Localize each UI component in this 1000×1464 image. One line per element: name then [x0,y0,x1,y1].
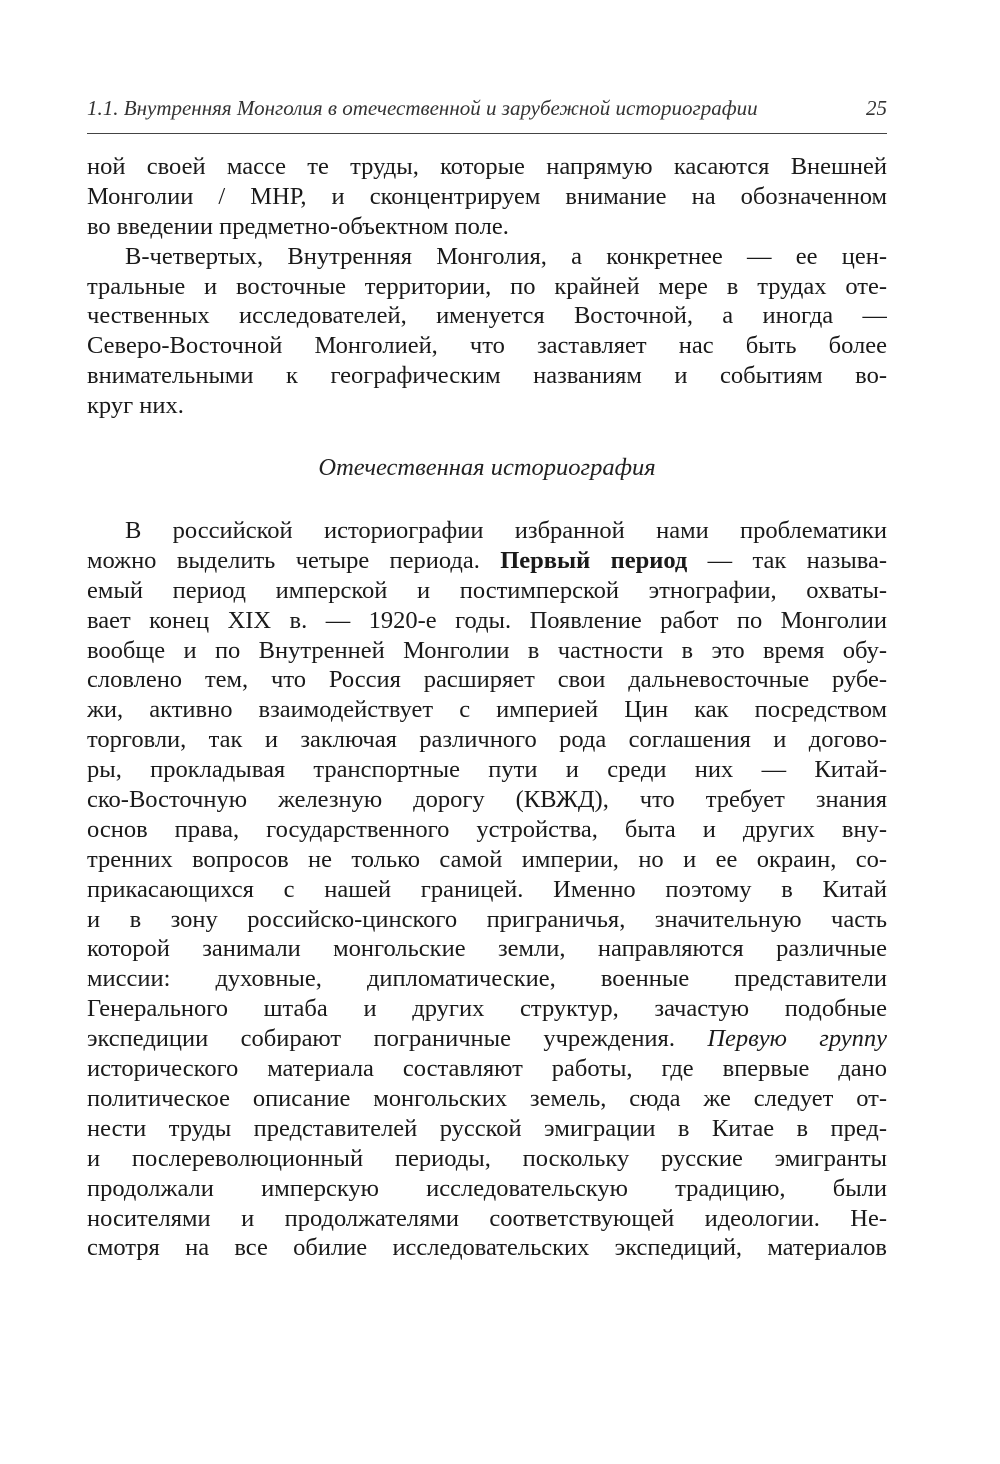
text-line: тренних вопросов не только самой империи, но и ее окраин, со- [87,845,887,873]
text-line: круг них. [87,392,184,420]
page-number: 25 [866,96,887,120]
book-page [87,0,887,1464]
text-line: продолжали имперскую исследовательскую традицию, были [87,1174,887,1202]
text-line: емый период имперской и постимперской этнографии, охваты- [87,576,887,604]
text-line: Генерального штаба и других структур, зачастую подобные [87,995,887,1023]
text-line: жи, активно взаимодействует с империей Цин как посредством [87,696,887,724]
text-line: вообще и по Внутренней Монголии в частности в это время обу- [87,636,887,664]
text-line: Северо-Восточной Монголией, что заставляет нас быть более [87,332,887,360]
text-run: — так называ- [687,546,887,574]
text-line: и послереволюционный периоды, поскольку русские эмигранты [87,1144,887,1172]
text-line: миссии: духовные, дипломатические, военные представители [87,965,887,993]
text-line: во введении предметно-объектном поле. [87,212,509,240]
text-line: Монголии / МНР, и сконцентрируем внимание на обозначенном [87,182,887,210]
text-run: можно выделить четыре периода. [87,546,501,574]
text-line: основ права, государственного устройства, быта и других вну- [87,815,887,843]
text-line: ной своей массе те труды, которые напрямую касаются Внешней [87,153,887,180]
paragraph-fourthly [87,242,887,421]
text-line: ры, прокладывая транспортные пути и среди них — Китай- [87,756,887,784]
text-line [87,546,887,576]
text-line: исторического материала составляют работы, где впервые дано [87,1055,887,1083]
text-run: экспедиции собирают пограничные учреждения. [87,1025,708,1053]
text-line: В-четвертых, Внутренняя Монголия, а конкретнее — ее цен- [125,242,887,270]
text-line: носителями и продолжателями соответствующей идеологии. Не- [87,1204,887,1232]
body-text [87,152,887,1263]
text-line: чественных исследователей, именуется Восточной, а иногда — [87,302,887,330]
text-line: словлено тем, что Россия расширяет свои дальневосточные рубе- [87,666,887,694]
text-line: В российской историографии избранной нами проблематики [125,517,887,545]
header-rule [87,133,887,134]
text-line: торговли, так и заключая различного рода соглашения и догово- [87,726,887,754]
text-line: прикасающихся с нашей границей. Именно поэтому в Китай [87,875,887,903]
text-line: и в зону российско-цинского приграничья, значительную часть [87,905,887,933]
text-line: нести труды представителей русской эмиграции в Китае в пред- [87,1114,887,1142]
text-line: ско-Восточную железную дорогу (КВЖД), что требует знания [87,786,887,814]
bold-term-first-period: Первый период [500,546,688,574]
text-line: политическое описание монгольских земель, сюда же следует от- [87,1084,887,1112]
section-title: Отечественная историография [318,454,656,482]
text-line: вает конец XIX в. — 1920-е годы. Появление работ по Монголии [87,606,887,634]
running-title: 1.1. Внутренняя Монголия в отечественной и зарубежной историографии [87,96,758,120]
running-head [87,96,887,130]
text-line: которой занимали монгольские земли, направляются различные [87,935,887,963]
text-line: тральные и восточные территории, по крайней мере в трудах оте- [87,272,887,300]
text-line: смотря на все обилие исследовательских экспедиций, материалов [87,1234,887,1262]
text-line [87,1024,887,1054]
text-line: внимательными к географическим названиям и событиям во- [87,362,887,390]
paragraph-continuation [87,152,887,242]
italic-term-first-group: Первую группу [707,1025,887,1053]
paragraph-periods [87,516,887,1263]
